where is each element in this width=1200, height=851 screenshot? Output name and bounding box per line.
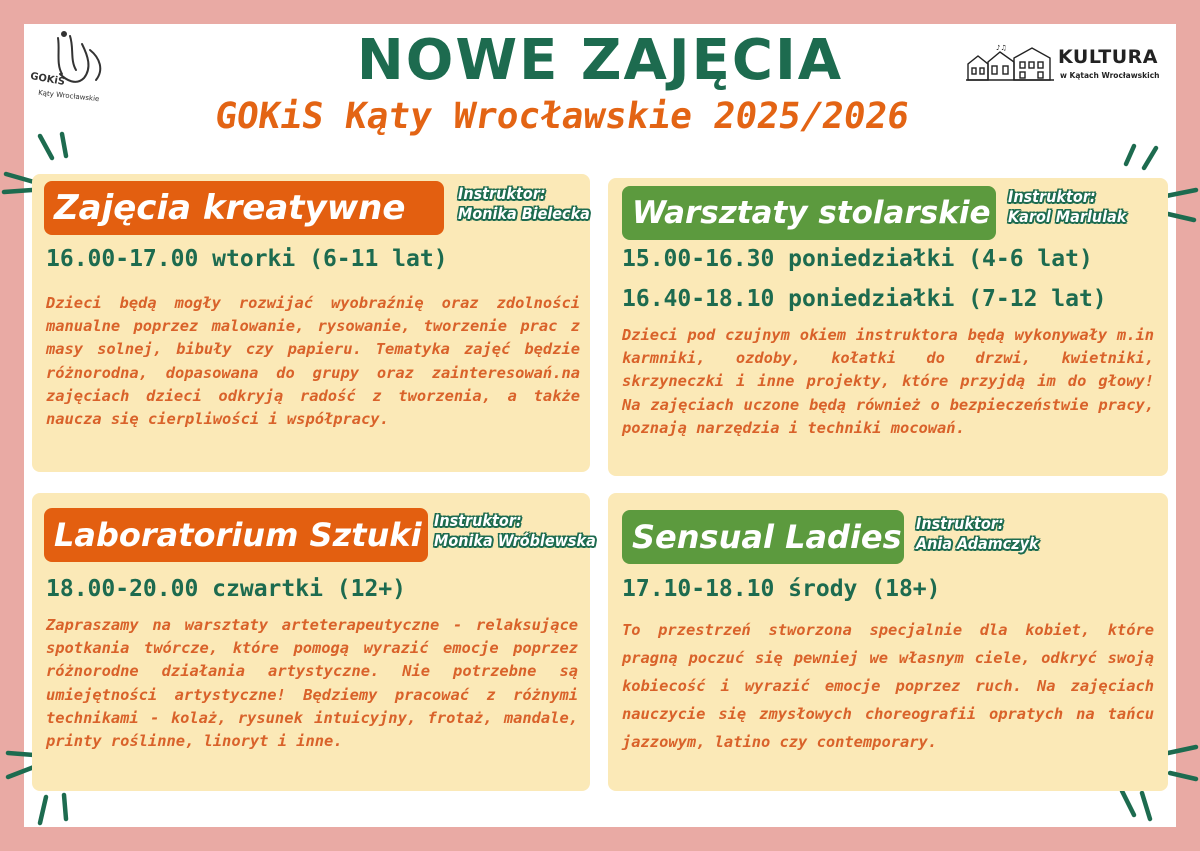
description-sensual-ladies: To przestrzeń stworzona specjalnie dla kobiet, które pragną poczuć się pewniej we własnym ciele, odkryć swoją kobiecość i wyrazić emocje poprzez ruch. Na zajęciach nauczycie się zmysłowych choreografii opratych na tańcu jazzowym, latino czy contemporary. [622,621,1154,751]
kultura-logo-sub: w Kątach Wrocławskich [1060,71,1160,80]
page-title: NOWE ZAJĘCIA [356,28,844,93]
description-art-lab: Zapraszamy na warsztaty arteterapeutyczne - relaksujące spotkania twórcze, które pomogą wyrazić emocje poprzez różnorodne działania artystyczne. Nie potrzebne są umiejętności artystyczne! Będziemy pracować z różnymi technikami - kolaż, rysunek intuicyjny, frotaż, mandale, printy roślinne, linoryt i inne. [46,616,578,751]
instructor-label-carpentry: Instruktor: [1008,187,1096,206]
schedule-art-lab: 18.00-20.00 czwartki (12+) [46,576,407,602]
class-title-art-lab: Laboratorium Sztuki [44,508,428,562]
description-carpentry: Dzieci pod czujnym okiem instruktora będą wykonywały m.in karmniki, ozdoby, kołatki do drzwi, kwietniki, skrzyneczki i inne projekty, które przyjdą im do głowy! Na zajęciach uczone będą również o bezpieczeństwie pracy, poznają narzędzia i techniki mocowań. [622,326,1154,437]
class-title-sensual-ladies: Sensual Ladies [622,510,904,564]
instructor-label-sensual-ladies: Instruktor: [916,514,1004,533]
instructor-name-creative: Monika Bielecka [458,204,590,223]
class-title-carpentry: Warsztaty stolarskie [622,186,996,240]
gokis-logo-name: GOKiS [29,71,66,88]
class-title-creative: Zajęcia kreatywne [44,181,444,235]
schedule-carpentry-2: 16.40-18.10 poniedziałki (7-12 lat) [622,286,1107,312]
gokis-logo-sub: Kąty Wrocławskie [37,88,100,104]
description-creative: Dzieci będą mogły rozwijać wyobraźnię oraz zdolności manualne poprzez malowanie, rysowanie, tworzenie prac z masy solnej, bibuły czy papieru. Tematyka zajęć będzie różnorodna, dopasowana do grupy oraz zainteresowań.na zajęciach dzieci odkryją radość z tworzenia, a także naucza się cierpliwości i współpracy. [46,294,580,429]
kultura-logo-name: KULTURA [1058,46,1159,68]
svg-text:♪♫: ♪♫ [996,44,1007,52]
instructor-name-art-lab: Monika Wróblewska [434,531,596,550]
schedule-creative: 16.00-17.00 wtorki (6-11 lat) [46,246,448,272]
page-subtitle: GOKiS Kąty Wrocławskie 2025/2026 [212,96,912,137]
schedule-sensual-ladies: 17.10-18.10 środy (18+) [622,576,941,602]
instructor-name-sensual-ladies: Ania Adamczyk [916,534,1039,553]
instructor-name-carpentry: Karol Marlulak [1008,207,1127,226]
instructor-label-creative: Instruktor: [458,184,546,203]
schedule-carpentry-1: 15.00-16.30 poniedziałki (4-6 lat) [622,246,1093,272]
instructor-label-art-lab: Instruktor: [434,511,522,530]
